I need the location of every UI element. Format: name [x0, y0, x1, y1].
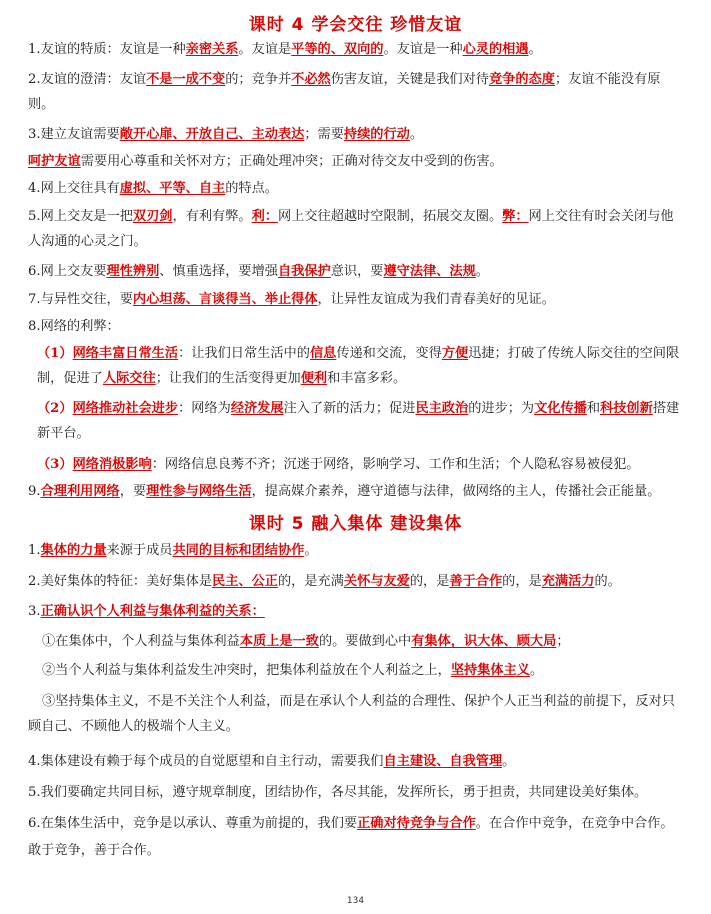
point-3-care — [28, 153, 688, 171]
text-segment: 。 — [475, 264, 489, 279]
text-segment: 1. — [28, 543, 41, 558]
text-segment: 伤害友谊，关键是我们对待 — [330, 72, 489, 87]
key-term: 理性参与网络生活 — [146, 484, 252, 499]
key-term: 网络消极影响 — [72, 457, 152, 472]
text-segment: 2.美好集体的特征：美好集体是 — [28, 574, 213, 589]
text-segment: 1.友谊的特质：友谊是一种 — [28, 42, 186, 57]
text-segment: ，有利有弊。 — [172, 209, 252, 224]
text-segment: 6.网上交友要 — [28, 264, 107, 279]
key-term: 网络丰富日常生活 — [72, 346, 179, 361]
item-6 — [28, 810, 683, 864]
point-8-3 — [37, 456, 697, 474]
text-segment: ，提高媒介素养，遵守道德与法律，做网络的主人，传播社会正能量。 — [251, 484, 661, 499]
point-8-2 — [37, 396, 683, 446]
key-term: 文化传播 — [534, 401, 587, 416]
text-segment: 。 — [304, 543, 318, 558]
key-term: 正确认识个人利益与集体利益的关系： — [40, 604, 265, 619]
item-3-2 — [42, 662, 702, 680]
point-1 — [28, 41, 688, 59]
key-term: 持续的行动 — [343, 127, 410, 142]
text-segment: 的进步；为 — [468, 401, 535, 416]
point-7 — [28, 291, 688, 309]
key-term: 平等的、双向的 — [291, 42, 384, 57]
text-segment: 注入了新的活力；促进 — [283, 401, 416, 416]
item-4 — [28, 753, 688, 771]
text-segment: （1） — [37, 346, 73, 361]
key-term: 自主建设、自我管理 — [383, 754, 503, 769]
text-segment: ①在集体中，个人利益与集体利益 — [42, 634, 240, 649]
text-segment: 网上交往有时会关闭与他人沟通的心灵之门。 — [28, 209, 674, 249]
text-segment: ：网络为 — [178, 401, 231, 416]
key-term: 经济发展 — [230, 401, 284, 416]
key-term: 集体的力量 — [40, 543, 107, 558]
text-segment: 和 — [586, 401, 601, 416]
text-segment: ：网络信息良莠不齐；沉迷于网络，影响学习、工作和生活；个人隐私容易被侵犯。 — [151, 457, 640, 472]
text-segment: ；友谊不能没有原则。 — [28, 72, 661, 112]
point-9 — [28, 483, 688, 501]
key-term: 正确对待竞争与合作 — [357, 816, 476, 831]
text-segment: ； — [556, 634, 570, 649]
text-segment: 迅捷；打破了传统人际交往的空间限制，促进了 — [37, 346, 680, 386]
point-2 — [28, 67, 683, 117]
key-term: 共同的目标和团结协作 — [172, 543, 305, 558]
text-segment: 4.网上交往具有 — [28, 181, 120, 196]
text-segment: 的。 — [594, 574, 621, 589]
key-term: 内心坦荡、言谈得当、举止得体 — [132, 292, 318, 307]
point-4 — [28, 180, 688, 198]
key-term: 科技创新 — [600, 401, 653, 416]
text-segment: ②当个人利益与集体利益发生冲突时，把集体利益放在个人利益之上， — [42, 663, 451, 678]
point-6 — [28, 263, 688, 281]
lesson-5-title: 课时 5 融入集体 建设集体 — [248, 514, 463, 534]
text-segment: 9. — [28, 484, 41, 499]
text-segment: ；让我们的生活变得更加 — [155, 371, 301, 386]
text-segment: 的特点。 — [225, 181, 278, 196]
text-segment: 3. — [28, 604, 41, 619]
text-segment: 。 — [529, 663, 544, 678]
text-segment: 。 — [409, 127, 424, 142]
text-segment: 。 — [528, 42, 542, 57]
point-5 — [28, 204, 683, 254]
text-segment: 。 — [502, 754, 516, 769]
key-term: 利： — [251, 209, 278, 224]
text-segment: 2.友谊的澄清：友谊 — [28, 72, 147, 87]
text-segment: 需要用心尊重和关怀对方；正确处理冲突；正确对待交友中受到的伤害。 — [80, 154, 503, 169]
key-term: 信息 — [309, 346, 337, 361]
key-term: 弊： — [502, 209, 529, 224]
text-segment: 的，是 — [409, 574, 450, 589]
point-8-1 — [37, 341, 683, 391]
item-5 — [28, 784, 688, 802]
key-term: 虚拟、平等、自主 — [119, 181, 226, 196]
key-term: 本质上是一致 — [239, 634, 319, 649]
key-term: 遵守法律、法规 — [383, 264, 476, 279]
text-segment: 。在合作中竞争，在竞争中合作。敢于竞争，善于合作。 — [28, 816, 674, 858]
point-3 — [28, 126, 688, 144]
key-term: 心灵的相遇 — [462, 42, 529, 57]
key-term: 敞开心扉、开放自己、主动表达 — [119, 127, 305, 142]
text-segment: 。友谊是一种 — [383, 42, 463, 57]
text-segment: 6.在集体生活中，竞争是以承认、尊重为前提的，我们要 — [28, 816, 358, 831]
text-segment: 的，是 — [502, 574, 542, 589]
key-term: 人际交往 — [102, 371, 156, 386]
item-1 — [28, 542, 688, 560]
text-segment: 4.集体建设有赖于每个成员的自觉愿望和自主行动，需要我们 — [28, 754, 384, 769]
text-segment: 搭建新平台。 — [37, 401, 680, 441]
key-term: 自我保护 — [277, 264, 331, 279]
key-term: 网络推动社会进步 — [72, 401, 179, 416]
text-segment: 意识，要 — [330, 264, 384, 279]
text-segment: 的，是充满 — [277, 574, 344, 589]
page-number: 134 — [346, 896, 365, 906]
text-segment: 5.我们要确定共同目标，遵守规章制度，团结协作，各尽其能，发挥所长，勇于担责，共同建设美好集体。 — [28, 785, 648, 800]
key-term: 便利 — [300, 371, 328, 386]
text-segment: 传递和交流，变得 — [336, 346, 442, 361]
text-segment: 的。要做到心中 — [318, 634, 412, 649]
text-segment: （3） — [37, 457, 73, 472]
text-segment: 7.与异性交往，要 — [28, 292, 133, 307]
text-segment: 网上交往超越时空限制，拓展交友圈。 — [277, 209, 503, 224]
key-term: 双刃剑 — [132, 209, 173, 224]
text-segment: ：让我们日常生活中的 — [178, 346, 310, 361]
text-segment: ；需要 — [304, 127, 344, 142]
key-term: 民主、公正 — [212, 574, 278, 589]
key-term: 不必然 — [291, 72, 331, 87]
key-term: 坚持集体主义 — [450, 663, 530, 678]
text-segment: （2） — [37, 401, 73, 416]
text-segment: ，让异性友谊成为我们青春美好的见证。 — [317, 292, 555, 307]
text-segment: ③坚持集体主义，不是不关注个人利益，而是在承认个人利益的合理性、保护个人正当利益的前提下，反对只顾自己、不顾他人的极端个人主义。 — [28, 694, 675, 734]
key-term: 充满活力 — [541, 574, 595, 589]
item-3-3 — [28, 689, 683, 739]
item-2 — [28, 573, 688, 591]
key-term: 呵护友谊 — [28, 154, 81, 169]
lesson-4-title: 课时 4 学会交往 珍惜友谊 — [248, 15, 463, 35]
key-term: 不是一成不变 — [146, 72, 226, 87]
item-3-1 — [42, 633, 702, 651]
text-segment: 来源于成员 — [106, 543, 173, 558]
text-segment: 的；竞争并 — [225, 72, 292, 87]
item-3 — [28, 603, 688, 621]
key-term: 亲密关系 — [185, 42, 239, 57]
key-term: 竞争的态度 — [488, 72, 555, 87]
key-term: 有集体，识大体、顾大局 — [411, 634, 557, 649]
key-term: 方便 — [441, 346, 469, 361]
text-segment: 和丰富多彩。 — [327, 371, 407, 386]
key-term: 关怀与友爱 — [343, 574, 410, 589]
key-term: 善于合作 — [449, 574, 503, 589]
key-term: 民主政治 — [415, 401, 469, 416]
text-segment: 5.网上交友是一把 — [28, 209, 133, 224]
text-segment: 。友谊是 — [238, 42, 292, 57]
text-segment: 8.网络的利弊： — [28, 319, 120, 334]
text-segment: 3.建立友谊需要 — [28, 127, 120, 142]
text-segment: ，要 — [119, 484, 147, 499]
text-segment: 、慎重选择，要增强 — [159, 264, 278, 279]
key-term: 理性辨别 — [106, 264, 160, 279]
point-8 — [28, 318, 688, 336]
key-term: 合理利用网络 — [40, 484, 120, 499]
